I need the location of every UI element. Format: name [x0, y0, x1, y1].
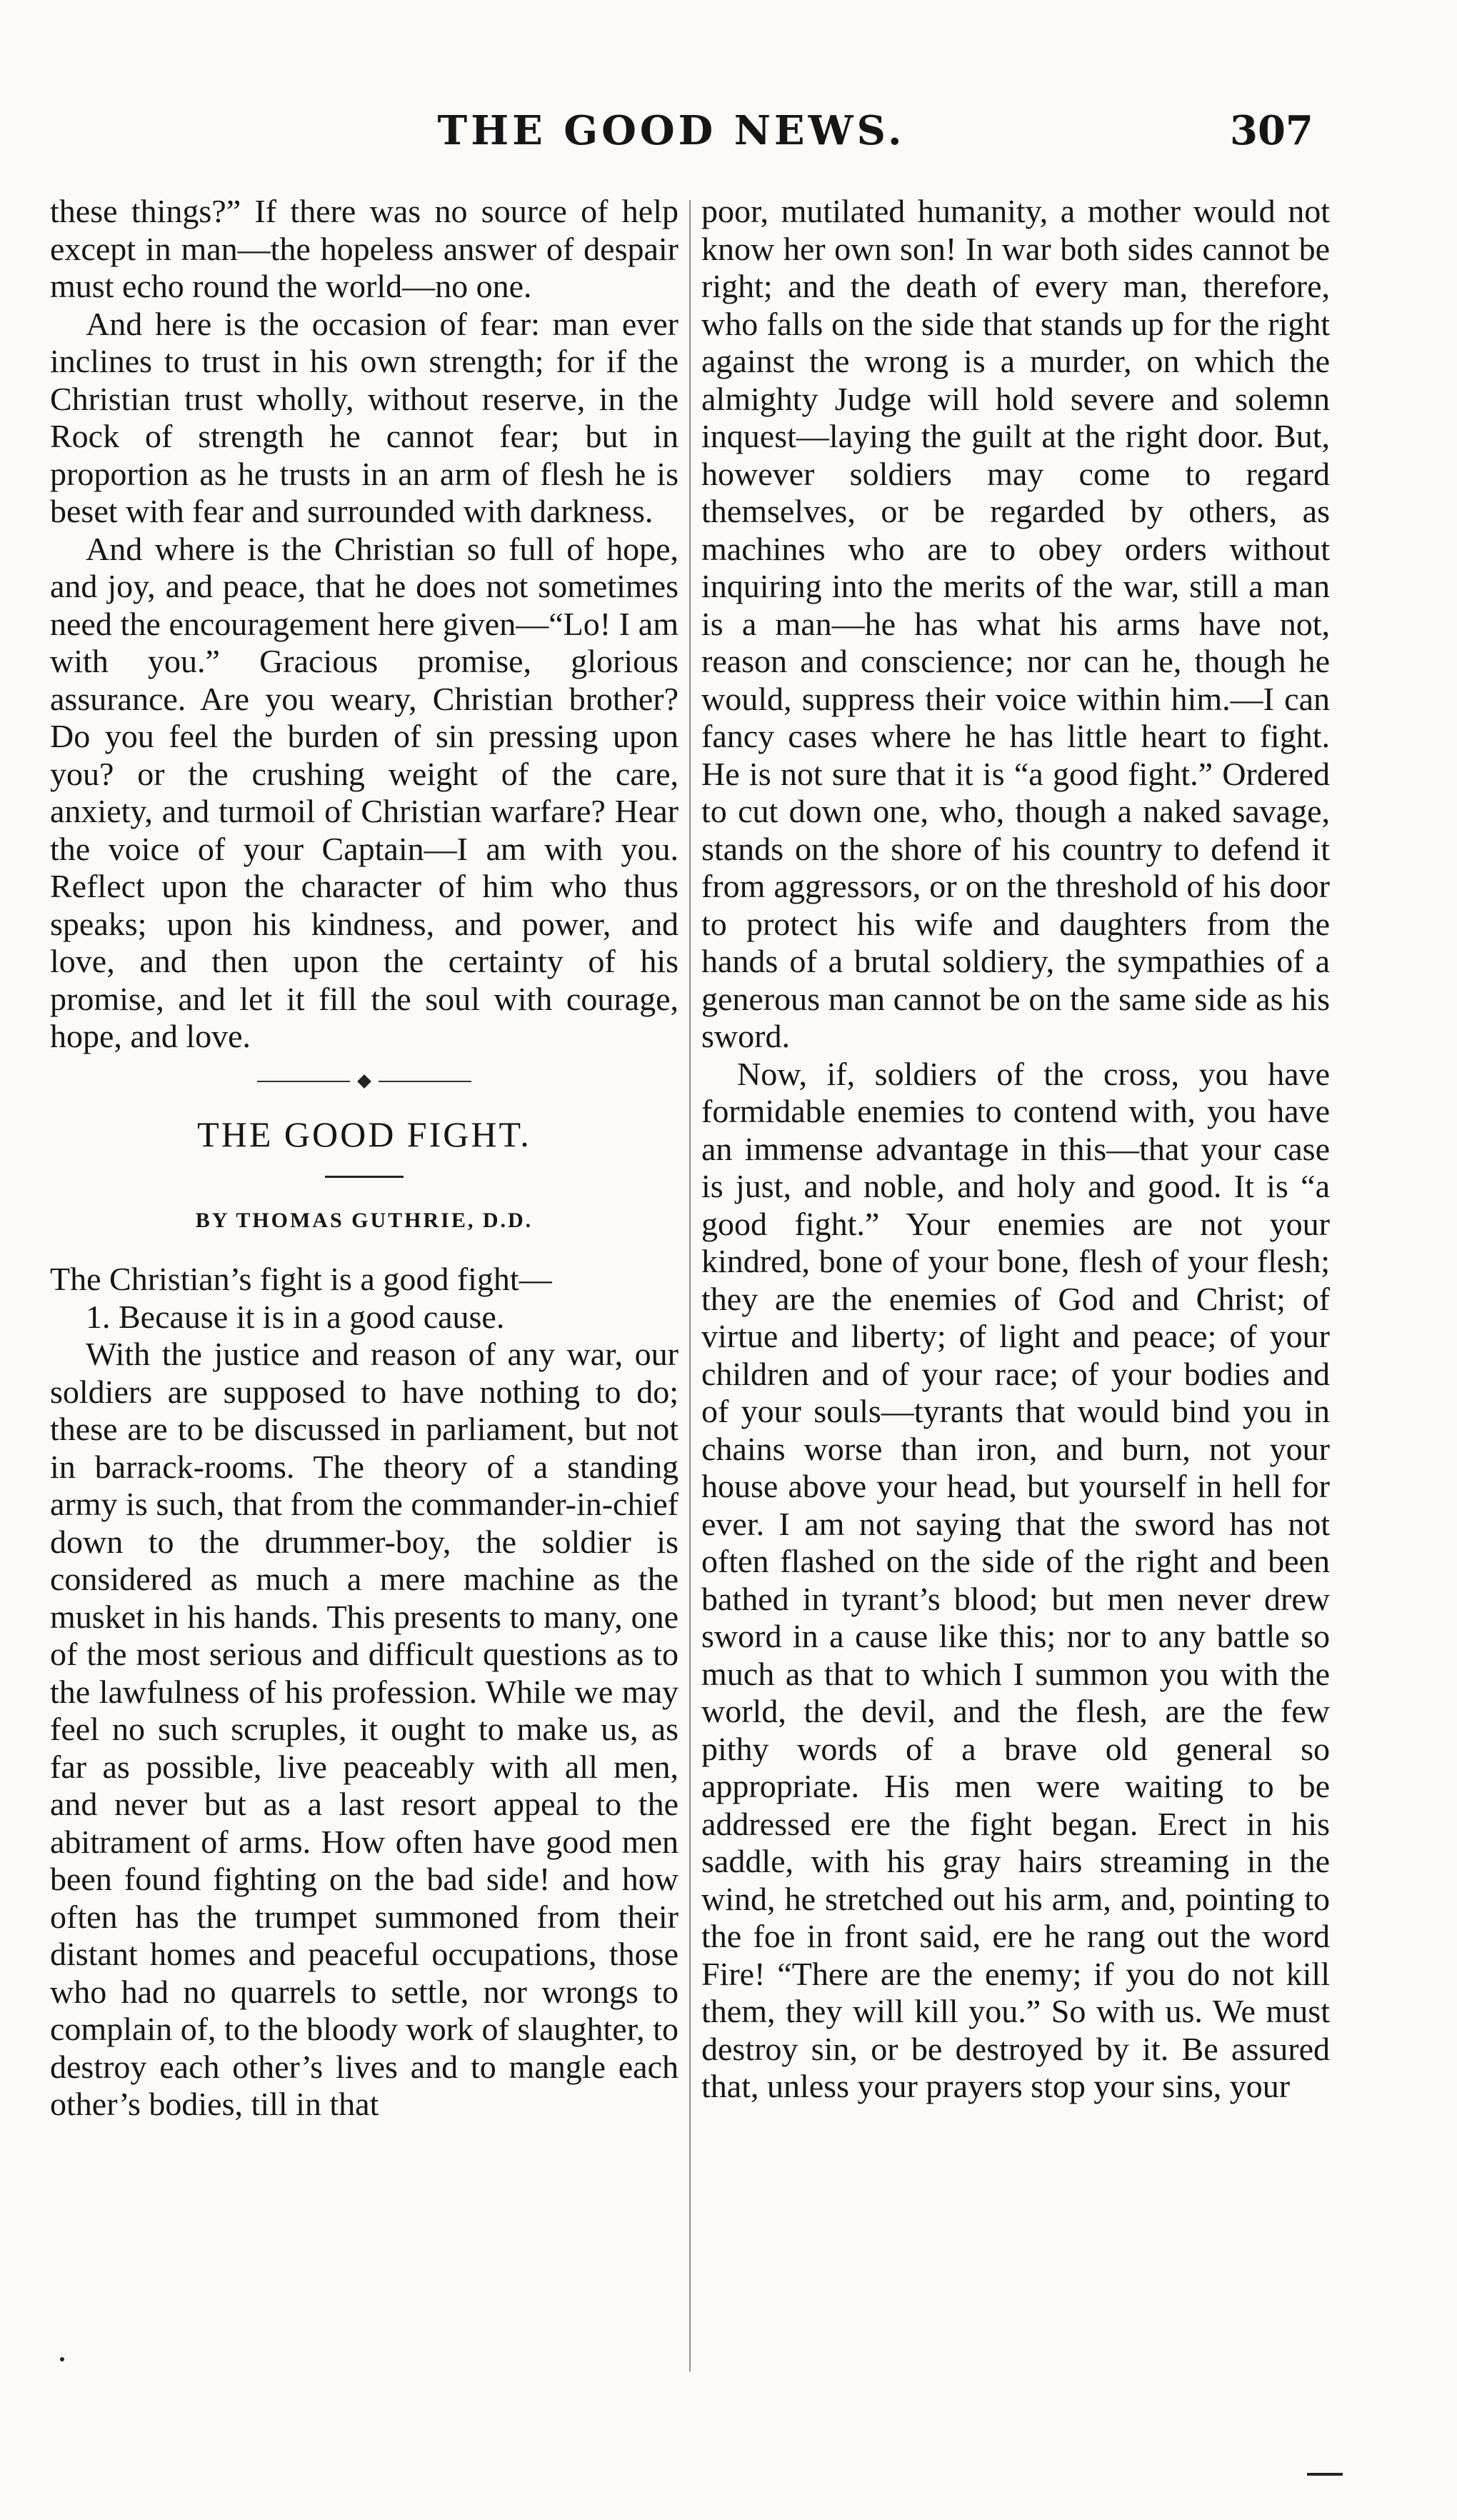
- paragraph: With the justice and reason of any war, our soldiers are supposed to have nothing to do; these are to be discussed in parliament, but not in barrack-rooms. The theory of a standing army is such, that from the commander-in-chief down to the drummer-boy, the soldier is considered as much a mere machine as the musket in his hands. This presents to many, one of the most serious and difficult questions as to the lawfulness of his profession. While we may feel no such scruples, it ought to make us, as far as possible, live peaceably with all men, and never but as a last resort appeal to the abitrament of arms. How often have good men been found fighting on the bad side! and how often has the trumpet summoned from their distant homes and peaceful occupations, those who had no quarrels to settle, nor wrongs to complain of, to the bloody work of slaughter, to destroy each other’s lives and to mangle each other’s bodies, till in that: [50, 1336, 679, 2122]
- numbered-point: 1. Because it is in a good cause.: [86, 1298, 505, 1335]
- byline: BY THOMAS GUTHRIE, D.D.: [195, 1208, 534, 1232]
- title-rule: [325, 1176, 404, 1178]
- article-title: THE GOOD FIGHT.: [197, 1114, 531, 1154]
- left-column: [50, 193, 679, 2379]
- print-mark: [60, 2357, 64, 2361]
- column-divider: [689, 200, 691, 2371]
- right-column: [701, 193, 1330, 2379]
- paragraph: Now, if, soldiers of the cross, you have formidable enemies to contend with, you have an immense advantage in this—that your case is just, and noble, and holy and good. It is “a good fight.” Your enemies are not your kindred, bone of your bone, flesh of your flesh; they are the enemies of God and Christ; of virtue and liberty; of light and peace; of your children and of your race; of your bodies and of your souls—tyrants that would bind you in chains worse than iron, and burn, not your house above your head, but yourself in hell for ever. I am not saying that the sword has not often flashed on the side of the right and been bathed in tyrant’s blood; but men never drew sword in a cause like this; nor to any battle so much as that to which I summon you with the world, the devil, and the flesh, are the few pithy words of a brave old general so appropriate. His men were waiting to be addressed ere the fight began. Erect in his saddle, with his gray hairs streaming in the wind, he stretched out his arm, and, pointing to the foe in front said, ere he rang out the word Fire! “There are the enemy; if you do not kill them, they will kill you.” So with us. We must destroy sin, or be destroyed by it. Be assured that, unless your prayers stop your sins, your: [701, 1055, 1330, 2104]
- paragraph: The Christian’s fight is a good fight—: [50, 1261, 552, 1297]
- paragraph: And here is the occasion of fear: man ever inclines to trust in his own strength; for if the Christian trust wholly, without reserve, in the Rock of strength he cannot fear; but in proportion as he trusts in an arm of flesh he is beset with fear and surrounded with darkness.: [50, 305, 679, 529]
- running-title: THE GOOD NEWS.: [437, 107, 906, 154]
- section-separator: [257, 1074, 471, 1089]
- print-mark: [1307, 2473, 1343, 2476]
- paragraph: And where is the Christian so full of hope, and joy, and peace, that he does not sometimes need the encouragement here given—“Lo! I am with you.” Gracious promise, glorious assurance. Are you weary, Christian brother? Do you feel the burden of sin pressing upon you? or the crushing weight of the care, anxiety, and turmoil of Christian warfare? Hear the voice of your Captain—I am with you. Reflect upon the character of him who thus speaks; upon his kindness, and power, and love, and then upon the certainty of his promise, and let it fill the soul with courage, hope, and love.: [50, 530, 679, 1054]
- page-number: 307: [1230, 107, 1313, 154]
- paragraph: these things?” If there was no source of help except in man—the hopeless answer of despair must echo round the world—no one.: [50, 193, 679, 304]
- running-head: [0, 107, 1457, 164]
- paragraph: poor, mutilated humanity, a mother would not know her own son! In war both sides cannot be right; and the death of every man, therefore, who falls on the side that stands up for the right against the wrong is a murder, on which the almighty Judge will hold severe and solemn inquest—laying the guilt at the right door. But, however soldiers may come to regard themselves, or be regarded by others, as machines who are to obey orders without inquiring into the merits of the war, still a man is a man—he has what his arms have not, reason and conscience; nor can he, though he would, suppress their voice within him.—I can fancy cases where he has little heart to fight. He is not sure that it is “a good fight.” Ordered to cut down one, who, though a naked savage, stands on the shore of his country to defend it from aggressors, or on the threshold of his door to protect his wife and daughters from the hands of a brutal soldiery, the sympathies of a generous man cannot be on the same side as his sword.: [701, 193, 1330, 1054]
